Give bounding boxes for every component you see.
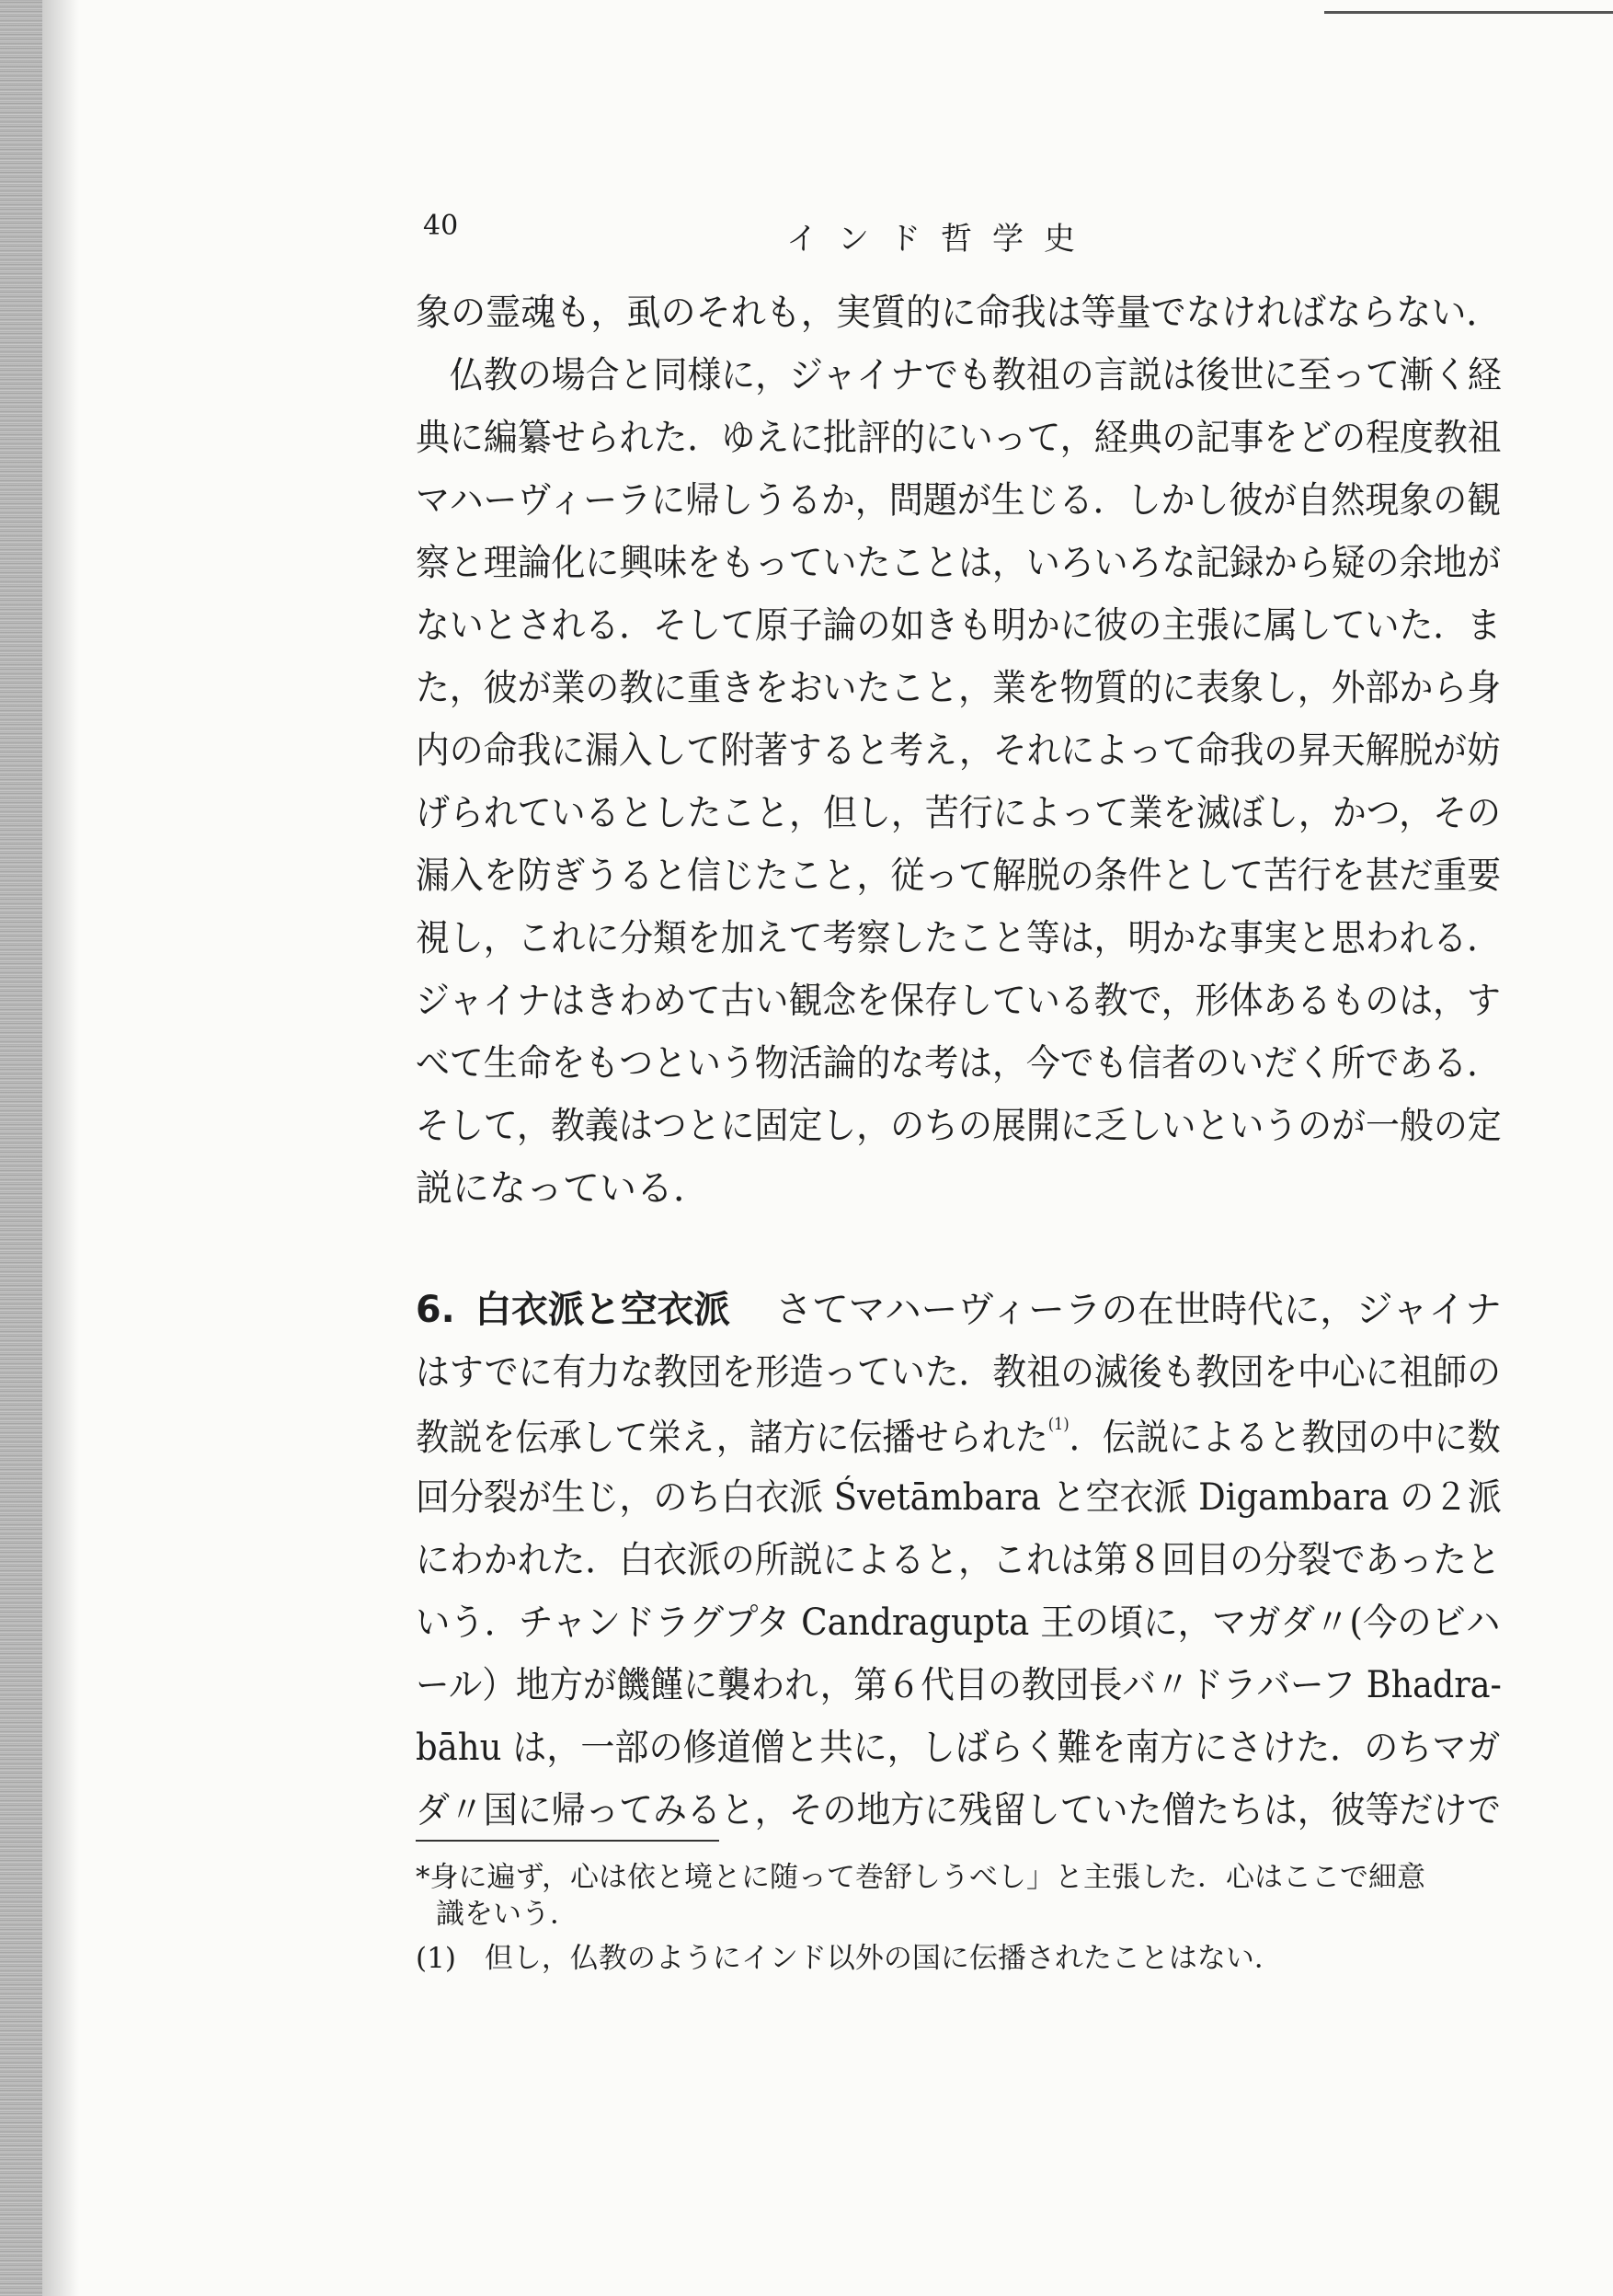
scan-binding-edge — [0, 0, 42, 2296]
body-line: 典に編纂せられた．ゆえに批評的にいって，経典の記事をどの程度教祖 — [416, 417, 1502, 459]
footnote-1: (1) 但し，仏教のようにインド以外の国に伝播されたことはない． — [416, 1942, 1283, 1975]
section-line: にわかれた．白衣派の所説によると，これは第８回目の分裂であったと — [416, 1539, 1501, 1581]
body-line: 説になっている． — [416, 1167, 710, 1210]
section-line-with-footnote-mark — [416, 1415, 1501, 1459]
section-line-text: 教説を伝承して栄え，諸方に伝播せられた — [416, 1417, 1048, 1459]
body-line: 象の霊魂も，虱のそれも，実質的に命我は等量でなければならない． — [416, 292, 1502, 334]
body-line: 仏教の場合と同様に，ジャイナでも教祖の言説は後世に至って漸く経 — [416, 354, 1502, 396]
section-line: はすでに有力な教団を形造っていた．教祖の滅後も教団を中心に祖師の — [416, 1351, 1501, 1394]
page-number: 40 — [423, 210, 459, 242]
section-line: いう．チャンドラグプタ Candragupta 王の頃に，マガダ〃(今のビハ — [416, 1601, 1501, 1644]
body-line: マハーヴィーラに帰しうるか，問題が生じる．しかし彼が自然現象の観 — [416, 479, 1502, 522]
running-title: インド哲学史 — [786, 221, 1095, 258]
footnote-divider — [416, 1840, 719, 1842]
section-first-line-text: さてマハーヴィーラの在世時代に，ジャイナ — [775, 1289, 1502, 1331]
body-line: 内の命我に漏入して附著すると考え，それによって命我の昇天解脱が妨 — [416, 729, 1501, 772]
top-edge-rule — [1324, 11, 1613, 14]
body-line: ないとされる．そして原子論の如きも明かに彼の主張に属していた．ま — [416, 604, 1502, 647]
body-line: げられているとしたこと，但し，苦行によって業を滅ぼし，かつ，その — [416, 792, 1501, 834]
footnote-star-line: 識をいう． — [436, 1898, 578, 1931]
body-line: 視し，これに分類を加えて考察したこと等は，明かな事実と思われる． — [416, 917, 1502, 959]
body-line: 察と理論化に興味をもっていたことは，いろいろな記録から疑の余地が — [416, 542, 1502, 584]
section-title: 白衣派と空衣派 — [475, 1289, 730, 1331]
section-line: bāhu は，一部の修道僧と共に，しばらく難を南方にさけた．のちマガ — [416, 1727, 1501, 1769]
section-line: ール）地方が饑饉に襲われ，第６代目の教団長バ〃ドラバーフ Bhadra- — [416, 1664, 1502, 1706]
body-line: 漏入を防ぎうると信じたこと，従って解脱の条件として苦行を甚だ重要 — [416, 855, 1502, 897]
body-line: た，彼が業の教に重きをおいたこと，業を物質的に表象し，外部から身 — [416, 667, 1502, 709]
body-line: そして，教義はつとに固定し，のちの展開に乏しいというのが一般の定 — [416, 1105, 1502, 1147]
section-line: 回分裂が生じ，のち白衣派 Śvetāmbara と空衣派 Digambara の２派 — [416, 1476, 1502, 1519]
section-line-text: ．伝説によると教団の中に数 — [1069, 1417, 1501, 1459]
section-heading-line — [416, 1289, 1502, 1331]
scan-shadow — [42, 0, 79, 2296]
body-line: べて生命をもつという物活論的な考は，今でも信者のいだく所である． — [416, 1042, 1502, 1085]
section-number: 6. — [416, 1289, 455, 1331]
footnote-star-line: *身に遍ず，心は依と境とに随って巻舒しうべし」と主張した．心はここで細意 — [416, 1861, 1426, 1894]
footnote-reference-mark: (1) — [1047, 1415, 1070, 1434]
section-line: ダ〃国に帰ってみると，その地方に残留していた僧たちは，彼等だけで — [416, 1789, 1502, 1831]
body-line: ジャイナはきわめて古い観念を保存している教で，形体あるものは，す — [416, 980, 1501, 1022]
